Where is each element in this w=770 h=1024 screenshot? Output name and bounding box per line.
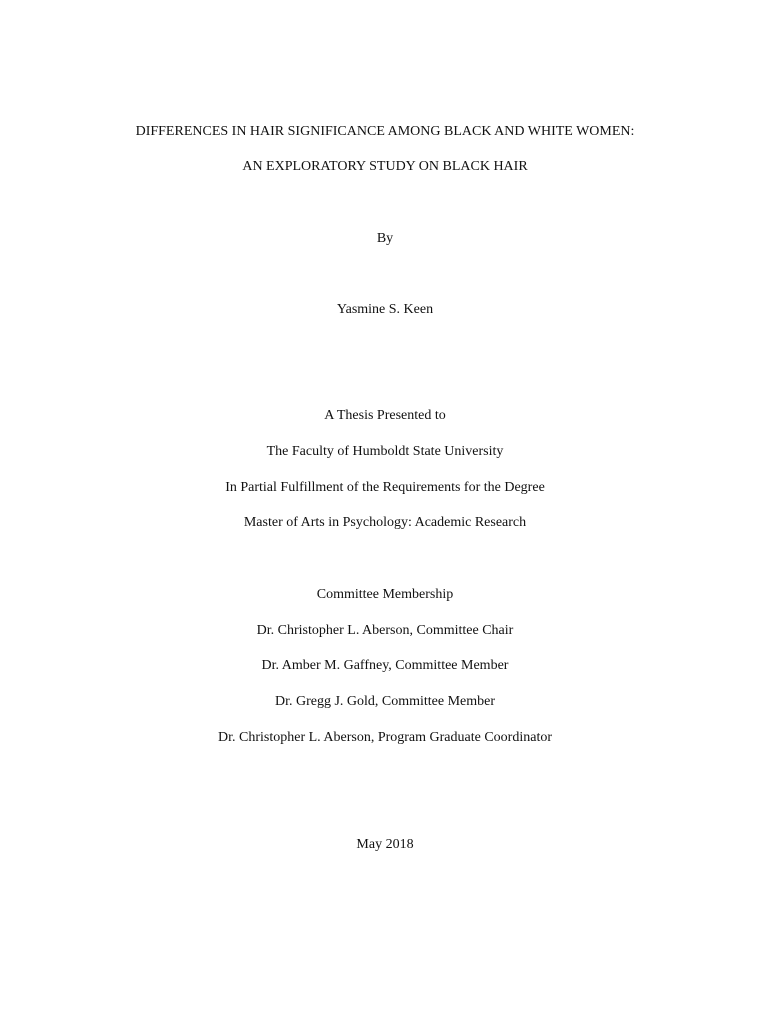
author-name: Yasmine S. Keen: [336, 302, 434, 317]
committee-member: Dr. Christopher L. Aberson, Program Graduate Coordinator: [218, 730, 552, 745]
degree-line: Master of Arts in Psychology: Academic Research: [243, 515, 527, 530]
committee-member: Dr. Christopher L. Aberson, Committee Chair: [256, 623, 514, 638]
by-label: By: [376, 231, 394, 246]
faculty-line: The Faculty of Humboldt State University: [266, 444, 504, 459]
thesis-title-line-2: AN EXPLORATORY STUDY ON BLACK HAIR: [242, 159, 528, 174]
thesis-title-line-1: DIFFERENCES IN HAIR SIGNIFICANCE AMONG BLACK AND WHITE WOMEN:: [135, 124, 635, 139]
thesis-presented-to: A Thesis Presented to: [324, 408, 446, 423]
committee-member: Dr. Amber M. Gaffney, Committee Member: [261, 658, 509, 673]
submission-date: May 2018: [356, 837, 414, 852]
committee-heading: Committee Membership: [316, 587, 454, 602]
committee-member: Dr. Gregg J. Gold, Committee Member: [274, 694, 496, 709]
fulfillment-line: In Partial Fulfillment of the Requirements for the Degree: [225, 480, 545, 495]
